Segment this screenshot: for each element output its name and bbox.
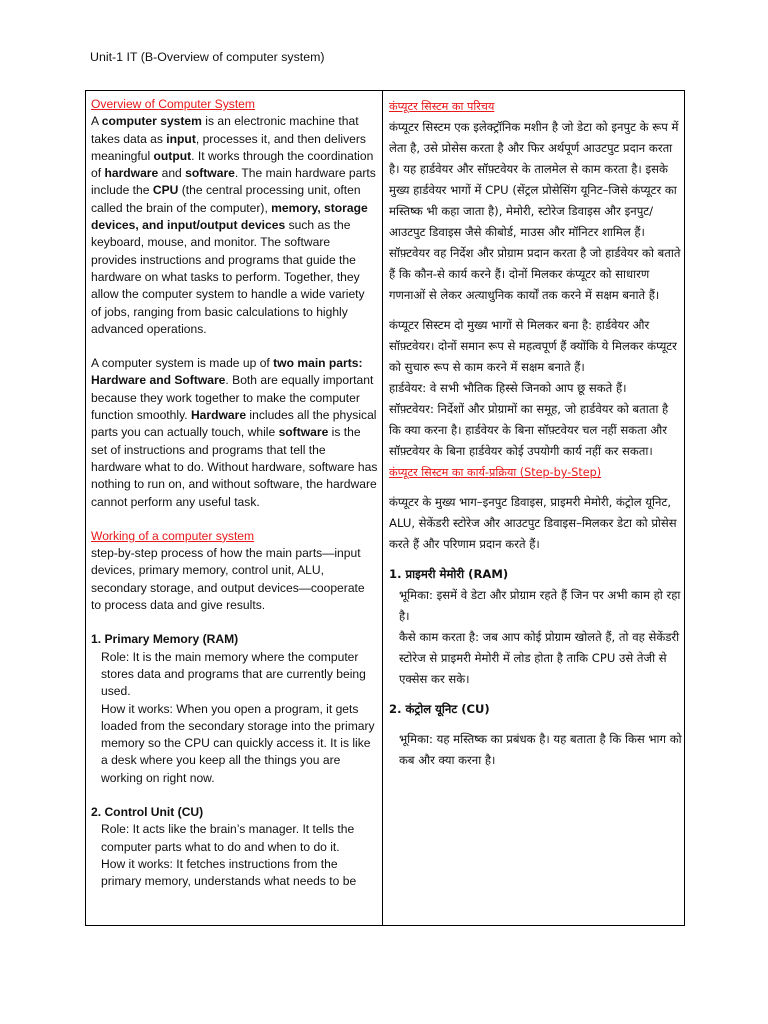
control-unit-heading-hindi: 2. कंट्रोल यूनिट (CU): [389, 702, 490, 716]
hindi-column: [383, 91, 684, 925]
main-parts-paragraph-hindi: कंप्यूटर सिस्टम दो मुख्य भागों से मिलकर बना है: हार्डवेयर और सॉफ़्टवेयर। दोनों समान रूप से महत्वपूर्ण हैं क्योंकि ये मिलकर कंप्यूटर को सुचारु रूप से काम करने में सक्षम बनाते हैं।: [389, 318, 677, 374]
page-title: Unit-1 IT (B-Overview of computer system): [90, 50, 325, 64]
overview-paragraph: A computer system is an electronic machine that takes data as input, processes it, and then delivers meaningful output. It works through the coordination of hardware and software. The main hardware parts include the CPU (the central processing unit, often called the brain of the computer), memory, storage devices, and input/output devices such as the keyboard, mouse, and monitor. The software provides instructions and programs that guide the hardware on what tasks to perform. Together, they allow the computer system to handle a wide variety of jobs, ranging from basic calculations to highly advanced operations.: [91, 114, 376, 336]
primary-memory-heading-hindi: 1. प्राइमरी मेमोरी (RAM): [389, 567, 509, 581]
working-paragraph: step-by-step process of how the main parts—input devices, primary memory, control unit, ALU, secondary storage, and output devices—cooperate to process data and give results.: [91, 546, 365, 613]
working-paragraph-hindi: कंप्यूटर के मुख्य भाग–इनपुट डिवाइस, प्राइमरी मेमोरी, कंट्रोल यूनिट, ALU, सेकेंडरी स्टोरेज और आउटपुट डिवाइस–मिलकर डेटा को प्रोसेस करते हैं और परिणाम प्रदान करते हैं।: [389, 495, 677, 551]
control-unit-role: Role: It acts like the brain’s manager. It tells the computer parts what to do and when to do it.: [101, 822, 355, 854]
primary-memory-role-hindi: भूमिका: इसमें वे डेटा और प्रोग्राम रहते हैं जिन पर अभी काम हो रहा है।: [399, 588, 681, 623]
hardware-line-hindi: हार्डवेयर: वे सभी भौतिक हिस्से जिनको आप छू सकते हैं।: [389, 381, 627, 395]
working-heading: Working of a computer system: [91, 528, 255, 543]
control-unit-how: How it works: It fetches instructions from the primary memory, understands what needs to be: [101, 856, 357, 889]
software-line-hindi: सॉफ़्टवेयर: निर्देशों और प्रोग्रामों का समूह, जो हार्डवेयर को बताता है कि क्या करना है। हार्डवेयर के बिना सॉफ़्टवेयर चल नहीं सकता और सॉफ़्टवेयर के बिना हार्डवेयर कोई उपयोगी कार्य नहीं कर सकता।: [389, 402, 669, 458]
control-unit-heading: 2. Control Unit (CU): [91, 804, 204, 819]
control-unit-role-hindi: भूमिका: यह मस्तिष्क का प्रबंधक है। यह बताता है कि किस भाग को कब और क्या करना है।: [399, 732, 682, 767]
main-parts-paragraph: A computer system is made up of two main parts: Hardware and Software. Both are equally important because they work together to make the computer function smoothly. Hardware includes all the physical parts you can actually touch, while software is the set of instructions and programs that tell the hardware what to do. Without hardware, software has nothing to run on, and without software, the hardware cannot perform any useful task.: [91, 356, 378, 509]
primary-memory-role: Role: It is the main memory where the computer stores data and programs that are currently being used.: [101, 649, 366, 699]
working-heading-hindi: कंप्यूटर सिस्टम का कार्य-प्रक्रिया (Step-by-Step): [389, 466, 602, 479]
bilingual-table: [85, 90, 685, 926]
english-column: [86, 91, 383, 925]
primary-memory-heading: 1. Primary Memory (RAM): [91, 632, 239, 647]
overview-heading: Overview of Computer System: [91, 97, 255, 111]
primary-memory-how: How it works: When you open a program, it gets loaded from the secondary storage into the primary memory so the CPU can quickly access it. It is like a desk where you keep all the things you are working on right now.: [101, 701, 375, 785]
overview-heading-hindi: कंप्यूटर सिस्टम का परिचय: [389, 100, 495, 113]
primary-memory-how-hindi: कैसे काम करता है: जब आप कोई प्रोग्राम खोलते हैं, तो वह सेकेंडरी स्टोरेज से प्राइमरी मेमोरी में लोड होता है ताकि CPU उसे तेजी से एक्सेस कर सके।: [399, 630, 680, 686]
overview-paragraph-hindi: कंप्यूटर सिस्टम एक इलेक्ट्रॉनिक मशीन है जो डेटा को इनपुट के रूप में लेता है, उसे प्रोसेस करता है और फिर अर्थपूर्ण आउटपुट प्रदान करता है। यह हार्डवेयर और सॉफ़्टवेयर के तालमेल से काम करता है। इसके मुख्य हार्डवेयर भागों में CPU (सेंट्रल प्रोसेसिंग यूनिट–जिसे कंप्यूटर का मस्तिष्क भी कहा जाता है), मेमोरी, स्टोरेज डिवाइस और इनपुट/आउटपुट डिवाइस जैसे कीबोर्ड, माउस और मॉनिटर शामिल हैं। सॉफ़्टवेयर वह निर्देश और प्रोग्राम प्रदान करता है जो हार्डवेयर को बताते हैं कि कौन-से कार्य करने हैं। दोनों मिलकर कंप्यूटर को साधारण गणनाओं से लेकर अत्याधुनिक कार्यों तक करने में सक्षम बनाते हैं।: [389, 120, 681, 302]
